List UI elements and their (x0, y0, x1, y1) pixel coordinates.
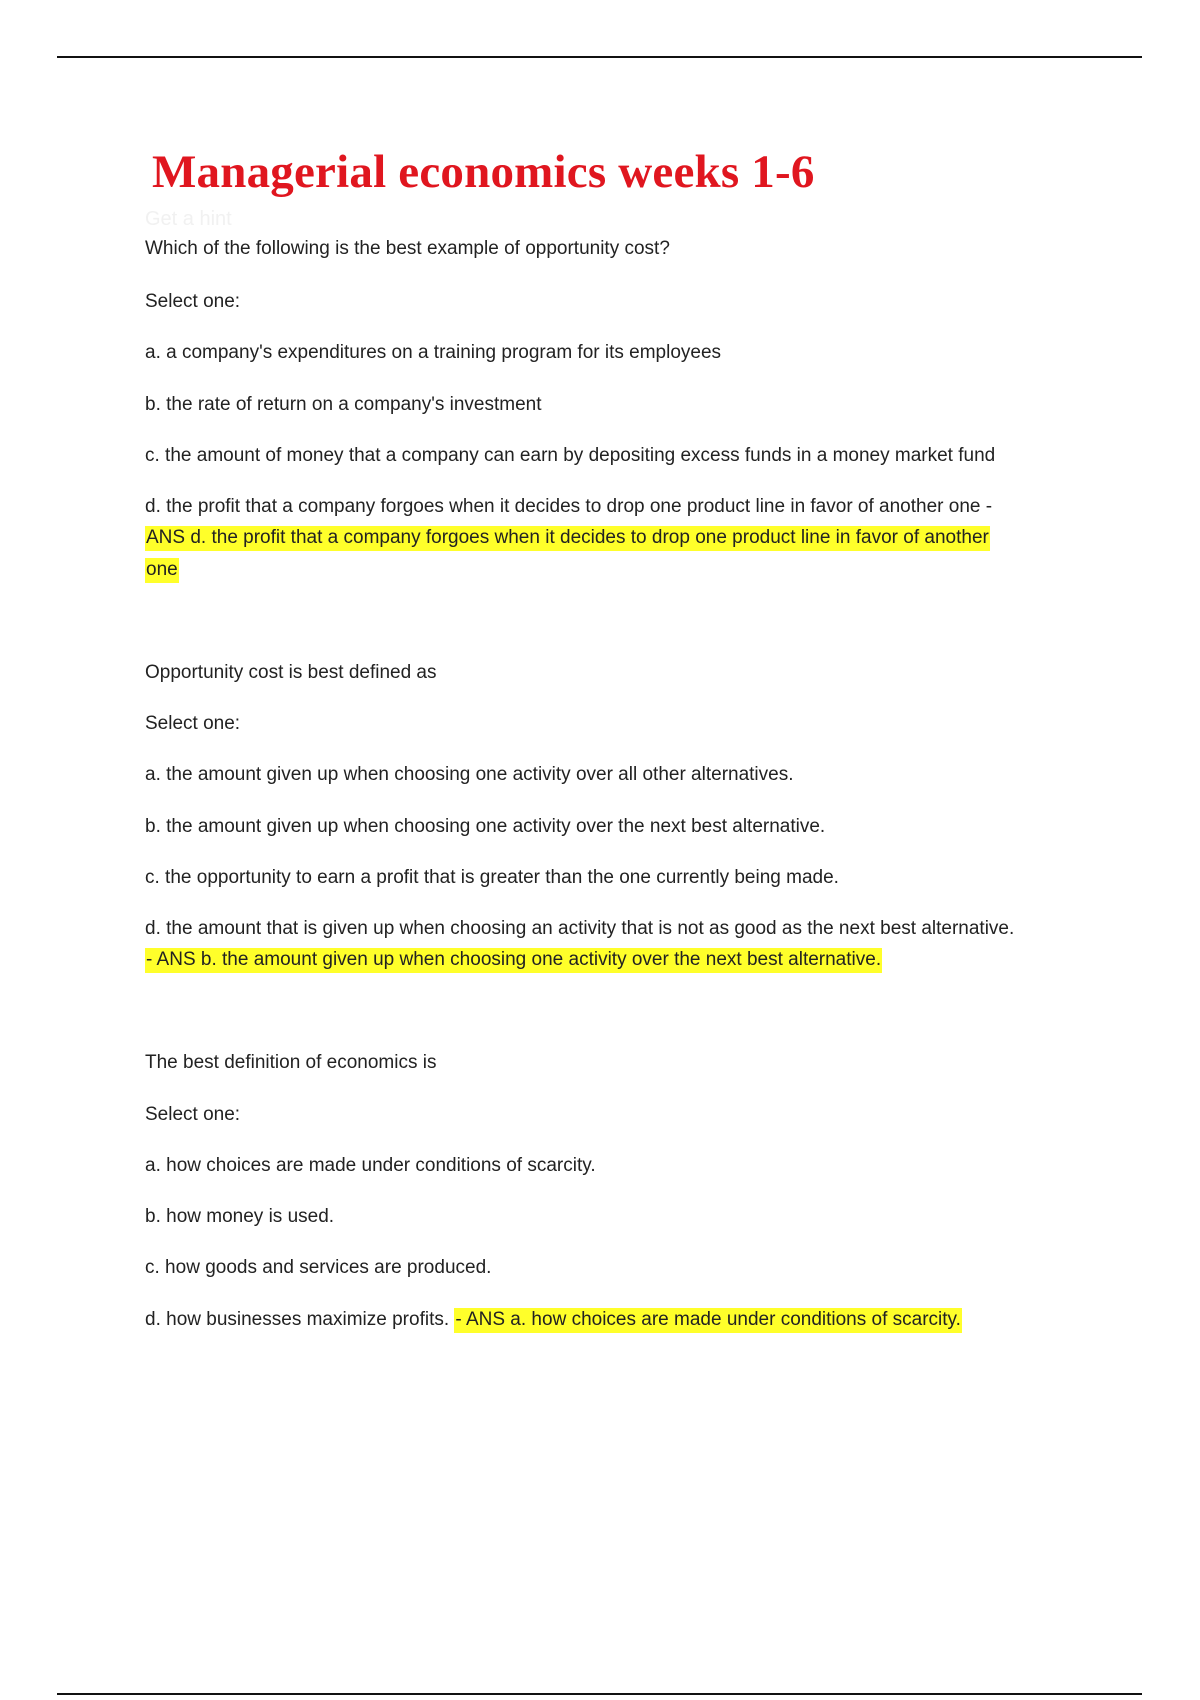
answer-highlight: one (145, 558, 179, 583)
option-a: a. a company's expenditures on a training program for its employees (145, 342, 722, 363)
select-one-label: Select one: (145, 713, 241, 734)
select-one-label: Select one: (145, 291, 241, 312)
option-c: c. the opportunity to earn a profit that is greater than the one currently being made. (145, 867, 839, 888)
option-d (145, 1305, 962, 1335)
option-c: c. how goods and services are produced. (145, 1257, 492, 1278)
faint-hint-text: Get a hint (145, 208, 232, 230)
option-b: b. the amount given up when choosing one activity over the next best alternative. (145, 816, 826, 837)
question-prompt: The best definition of economics is (145, 1052, 437, 1073)
option-a: a. how choices are made under conditions of scarcity. (145, 1155, 596, 1176)
answer-highlight: ANS d. the profit that a company forgoes when it decides to drop one product line in favor of another (145, 526, 990, 551)
answer-highlight: - ANS b. the amount given up when choosing one activity over the next best alternative. (145, 948, 882, 973)
answer-line (145, 523, 990, 553)
question-prompt: Opportunity cost is best defined as (145, 662, 437, 683)
answer-highlight: - ANS a. how choices are made under conditions of scarcity. (454, 1308, 962, 1333)
option-c: c. the amount of money that a company can earn by depositing excess funds in a money market fund (145, 445, 996, 466)
answer-line (145, 945, 882, 975)
question-prompt: Which of the following is the best example of opportunity cost? (145, 238, 670, 259)
top-rule (57, 56, 1142, 58)
answer-line (145, 555, 179, 585)
select-one-label: Select one: (145, 1104, 241, 1125)
option-a: a. the amount given up when choosing one activity over all other alternatives. (145, 764, 794, 785)
option-b: b. how money is used. (145, 1206, 335, 1227)
document-title: Managerial economics weeks 1-6 (152, 146, 815, 198)
option-d: d. the profit that a company forgoes when it decides to drop one product line in favor of another one - (145, 496, 993, 517)
bottom-rule (57, 1693, 1142, 1695)
option-d-text: d. how businesses maximize profits. (145, 1309, 450, 1330)
option-d: d. the amount that is given up when choosing an activity that is not as good as the next best alternative. (145, 918, 1015, 939)
option-b: b. the rate of return on a company's investment (145, 394, 542, 415)
